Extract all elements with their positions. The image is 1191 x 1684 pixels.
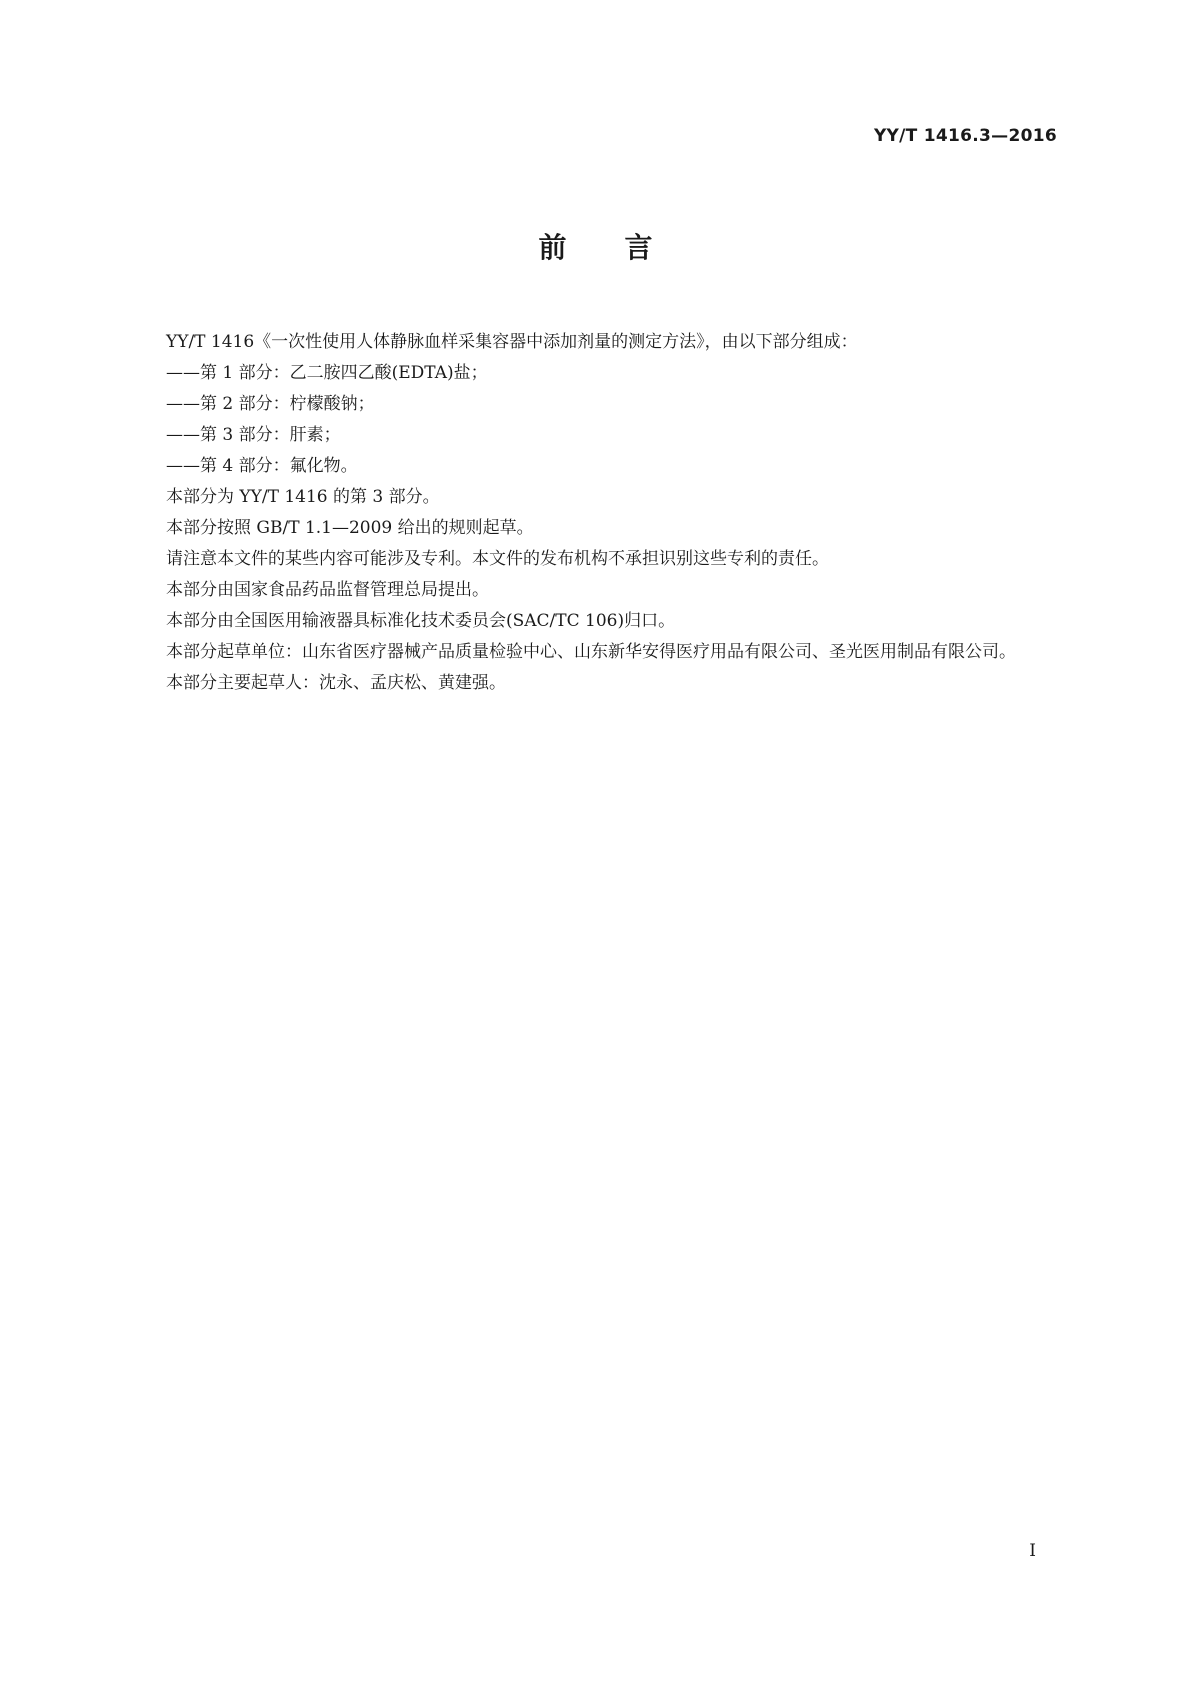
- paragraph-patent-notice: 请注意本文件的某些内容可能涉及专利。本文件的发布机构不承担识别这些专利的责任。: [166, 549, 829, 569]
- intro-paragraph: YY/T 1416《一次性使用人体静脉血样采集容器中添加剂量的测定方法》，由以下部分组成：: [166, 332, 858, 352]
- paragraph-committee: 本部分由全国医用输液器具标准化技术委员会(SAC/TC 106)归口。: [166, 611, 676, 631]
- paragraph-drafting-units: 本部分起草单位：山东省医疗器械产品质量检验中心、山东新华安得医疗用品有限公司、圣光医用制品有限公司。: [166, 642, 1016, 662]
- paragraph-part-number: 本部分为 YY/T 1416 的第 3 部分。: [166, 487, 440, 507]
- page-number: I: [1029, 1541, 1036, 1561]
- foreword-body: [132, 327, 1060, 699]
- standard-code: YY/T 1416.3—2016: [873, 126, 1057, 146]
- page-title: 前言: [538, 231, 711, 264]
- part-item-4: ——第 4 部分：氟化物。: [166, 456, 358, 476]
- part-item-3: ——第 3 部分：肝素；: [166, 425, 341, 445]
- paragraph-drafting-rules: 本部分按照 GB/T 1.1—2009 给出的规则起草。: [166, 518, 534, 538]
- part-item-2: ——第 2 部分：柠檬酸钠；: [166, 394, 375, 414]
- part-item-1: ——第 1 部分：乙二胺四乙酸(EDTA)盐；: [166, 363, 488, 383]
- paragraph-proposer: 本部分由国家食品药品监督管理总局提出。: [166, 580, 489, 600]
- paragraph-drafters: 本部分主要起草人：沈永、孟庆松、黄建强。: [166, 673, 506, 693]
